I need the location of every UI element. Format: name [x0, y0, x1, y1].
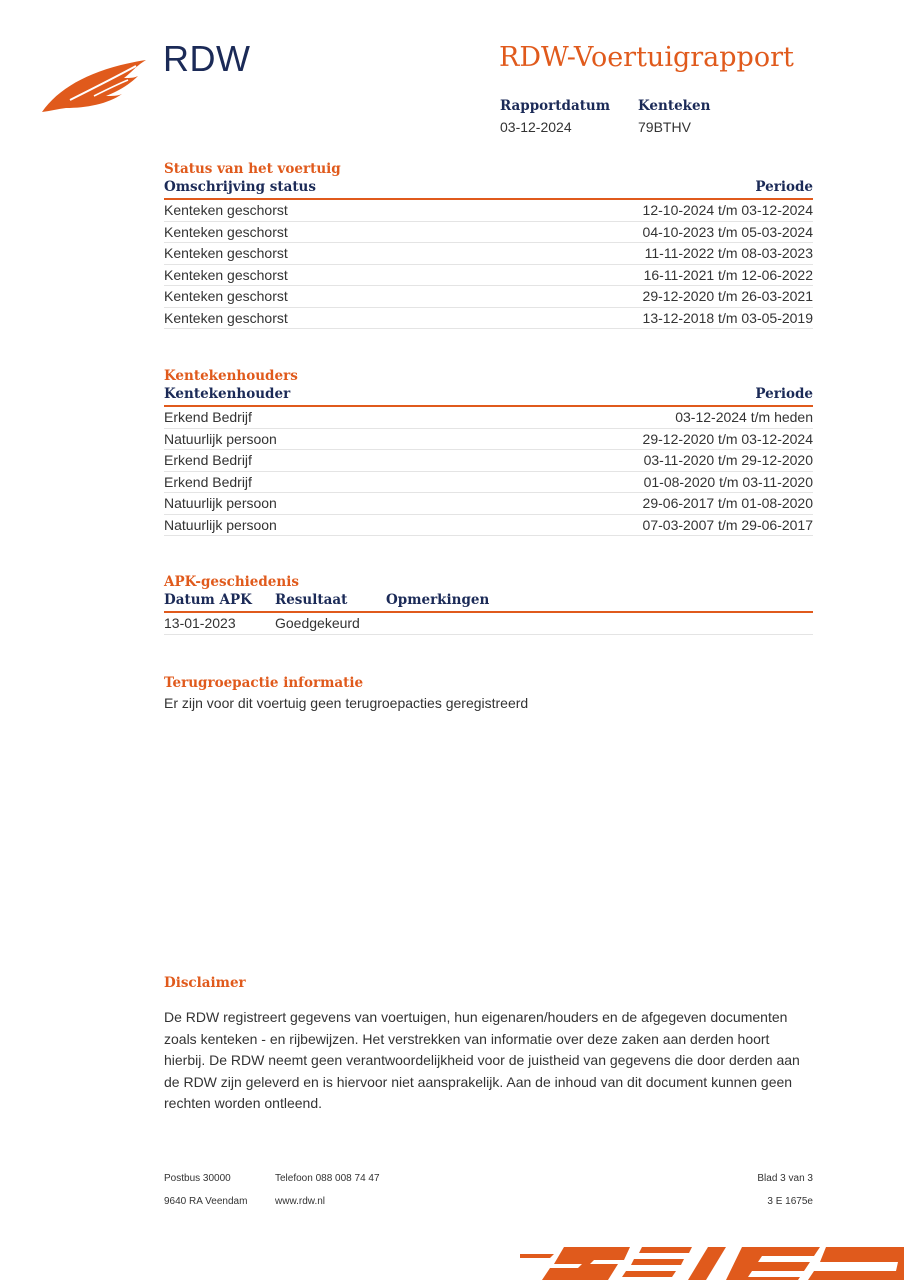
table-row	[164, 243, 813, 265]
apk-table-header	[164, 592, 813, 613]
footer-code: 3 E 1675e	[767, 1196, 813, 1207]
holders-title: Kentekenhouders	[164, 368, 298, 384]
holder-name: Natuurlijk persoon	[164, 495, 277, 511]
table-row	[164, 286, 813, 308]
holder-name: Erkend Bedrijf	[164, 409, 252, 425]
status-desc: Kenteken geschorst	[164, 266, 288, 283]
table-row	[164, 265, 813, 287]
table-row	[164, 613, 813, 635]
report-date-label: Rapportdatum	[500, 98, 611, 114]
status-period: 29-12-2020 t/m 26-03-2021	[642, 288, 813, 304]
holder-period: 29-06-2017 t/m 01-08-2020	[642, 495, 813, 511]
apk-remarks	[386, 613, 813, 634]
status-period: 04-10-2023 t/m 05-03-2024	[642, 223, 813, 240]
table-row	[164, 429, 813, 451]
report-date-value: 03-12-2024	[500, 119, 572, 135]
status-section	[164, 159, 813, 329]
apk-section	[164, 572, 813, 635]
table-row	[164, 450, 813, 472]
apk-date: 13-01-2023	[164, 615, 236, 631]
apk-col-remarks: Opmerkingen	[386, 592, 490, 608]
footer-website: www.rdw.nl	[275, 1196, 326, 1207]
footer-phone: Telefoon 088 008 74 47	[275, 1173, 380, 1184]
status-desc: Kenteken geschorst	[164, 223, 288, 240]
document-title: RDW-Voertuigrapport	[499, 42, 794, 73]
footer-postcode: 9640 RA Veendam	[164, 1196, 248, 1207]
holder-period: 07-03-2007 t/m 29-06-2017	[642, 516, 813, 533]
status-period: 11-11-2022 t/m 08-03-2023	[644, 245, 813, 261]
disclaimer-text: De RDW registreert gegevens van voertuigen, hun eigenaren/houders en de afgegeven documenten zoals kenteken - en rijbewijzen. Het verstrekken van informatie over deze zaken aan derden hoort hierbij. De RDW neemt geen verantwoordelijkheid voor de juistheid van gegevens die door derden aan de RDW zijn geleverd en is hiervoor niet aansprakelijk. Aan de inhoud van dit document kunnen geen rechten worden ontleend.	[164, 1009, 800, 1111]
footer-page: Blad 3 van 3	[757, 1173, 813, 1184]
recall-section	[164, 673, 813, 713]
status-desc: Kenteken geschorst	[164, 202, 288, 218]
holders-section	[164, 366, 813, 536]
apk-title: APK-geschiedenis	[164, 574, 299, 590]
apk-col-date: Datum APK	[164, 592, 252, 608]
status-desc: Kenteken geschorst	[164, 288, 288, 304]
holders-table-header	[164, 386, 813, 407]
apk-result: Goedgekeurd	[275, 615, 360, 631]
holder-name: Erkend Bedrijf	[164, 452, 252, 468]
footer-stripes-icon	[520, 1244, 904, 1280]
status-period: 16-11-2021 t/m 12-06-2022	[643, 266, 813, 283]
table-row	[164, 308, 813, 330]
status-period: 13-12-2018 t/m 03-05-2019	[642, 309, 813, 326]
status-desc: Kenteken geschorst	[164, 245, 288, 261]
holder-name: Natuurlijk persoon	[164, 430, 277, 447]
holders-col-period: Periode	[755, 386, 813, 402]
holder-period: 29-12-2020 t/m 03-12-2024	[642, 430, 813, 447]
plate-label: Kenteken	[638, 98, 711, 114]
apk-col-result: Resultaat	[275, 592, 348, 608]
plate-value: 79BTHV	[638, 119, 691, 135]
holder-period: 03-12-2024 t/m heden	[675, 409, 813, 425]
feather-logo-icon	[40, 56, 150, 116]
table-row	[164, 472, 813, 494]
status-table-header	[164, 179, 813, 200]
disclaimer-title: Disclaimer	[164, 975, 246, 991]
logo-text: RDW	[163, 38, 251, 79]
holder-period: 03-11-2020 t/m 29-12-2020	[643, 452, 813, 468]
holder-name: Natuurlijk persoon	[164, 516, 277, 533]
table-row	[164, 407, 813, 429]
holders-col-holder: Kentekenhouder	[164, 386, 291, 402]
status-col-desc: Omschrijving status	[164, 179, 316, 195]
holder-name: Erkend Bedrijf	[164, 473, 252, 490]
status-title: Status van het voertuig	[164, 161, 341, 177]
footer-postbus: Postbus 30000	[164, 1173, 231, 1184]
disclaimer-section	[164, 973, 813, 1115]
status-col-period: Periode	[755, 179, 813, 195]
recall-title: Terugroepactie informatie	[164, 675, 364, 691]
table-row	[164, 515, 813, 537]
table-row	[164, 493, 813, 515]
holder-period: 01-08-2020 t/m 03-11-2020	[643, 473, 813, 490]
status-period: 12-10-2024 t/m 03-12-2024	[642, 202, 813, 218]
status-desc: Kenteken geschorst	[164, 309, 288, 326]
table-row	[164, 222, 813, 244]
recall-text: Er zijn voor dit voertuig geen terugroepacties geregistreerd	[164, 695, 529, 711]
table-row	[164, 200, 813, 222]
